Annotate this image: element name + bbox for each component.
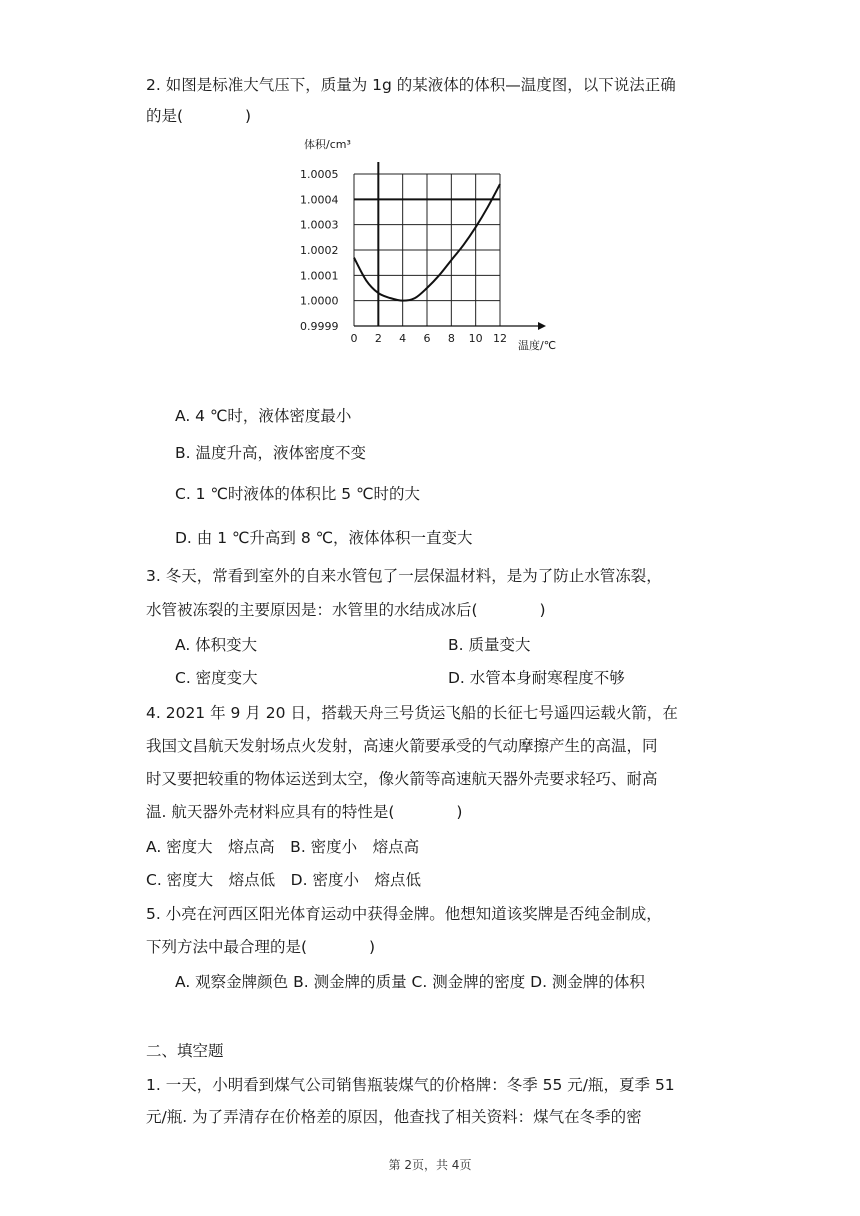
chart-y-tick-label: 1.0002 [300,244,339,257]
chart-x-axis-arrow-icon [538,322,546,330]
q3-stem-line1: 3. 冬天，常看到室外的自来水管包了一层保温材料，是为了防止水管冻裂， [146,567,662,585]
q4-options-row1: A. 密度大 熔点高 B. 密度小 熔点高 [146,838,420,856]
q4-stem-line4: 温. 航天器外壳材料应具有的特性是( ) [146,803,463,821]
q2-option-c: C. 1 ℃时液体的体积比 5 ℃时的大 [175,485,420,503]
q4-stem-line1: 4. 2021 年 9 月 20 日，搭载天舟三号货运飞船的长征七号遥四运载火箭，在 [146,704,678,722]
q3-option-d: D. 水管本身耐寒程度不够 [448,669,625,687]
chart-y-tick-label: 0.9999 [300,320,339,333]
q4-stem-line2: 我国文昌航天发射场点火发射，高速火箭要承受的气动摩擦产生的高温，同 [146,737,658,755]
chart-x-tick-label: 4 [399,332,407,345]
page-footer: 第 2页，共 4页 [388,1158,472,1172]
chart-x-tick-label: 12 [493,332,507,345]
chart-x-tick-labels [351,332,508,345]
chart-x-tick-label: 0 [350,332,358,345]
s2-q1-line2: 元/瓶. 为了弄清存在价格差的原因，他查找了相关资料：煤气在冬季的密 [146,1108,642,1126]
q5-stem-line1: 5. 小亮在河西区阳光体育运动中获得金牌。他想知道该奖牌是否纯金制成， [146,905,662,923]
chart-y-tick-label: 1.0003 [300,218,339,232]
q2-option-a: A. 4 ℃时，液体密度最小 [175,407,352,425]
chart-y-tick-label: 1.0000 [300,294,339,308]
s2-q1-line1: 1. 一天，小明看到煤气公司销售瓶装煤气的价格牌：冬季 55 元/瓶，夏季 51 [146,1076,675,1094]
chart-y-axis-label: 体积/cm³ [304,138,351,151]
chart-x-tick-label: 6 [423,332,431,345]
q2-stem-line2: 的是( ) [146,107,252,125]
chart-x-axis-label: 温度/℃ [518,339,557,352]
q5-options-row: A. 观察金牌颜色 B. 测金牌的质量 C. 测金牌的密度 D. 测金牌的体积 [175,973,645,991]
q2-option-d: D. 由 1 ℃升高到 8 ℃，液体体积一直变大 [175,529,473,547]
chart-y-tick-label: 1.0005 [300,168,339,181]
q3-option-a: A. 体积变大 [175,636,258,654]
chart-y-tick-label: 1.0001 [300,269,339,283]
chart-x-tick-label: 10 [468,332,483,345]
section-title-fill-in: 二、填空题 [146,1042,224,1060]
q3-stem-line2: 水管被冻裂的主要原因是：水管里的水结成冰后( ) [146,601,546,619]
volume-temperature-chart [296,134,576,359]
q3-option-b: B. 质量变大 [448,636,531,654]
chart-x-tick-label: 2 [374,332,382,345]
chart-grid [354,174,500,326]
q5-stem-line2: 下列方法中最合理的是( ) [146,938,376,956]
chart-x-tick-label: 8 [447,332,455,345]
chart-y-tick-label: 1.0004 [300,193,339,207]
q2-stem-line1: 2. 如图是标准大气压下，质量为 1g 的某液体的体积—温度图，以下说法正确 [146,76,676,94]
chart-y-tick-labels [300,168,339,333]
q3-option-c: C. 密度变大 [175,669,258,687]
q4-stem-line3: 时又要把较重的物体运送到太空，像火箭等高速航天器外壳要求轻巧、耐高 [146,770,658,788]
q4-options-row2: C. 密度大 熔点低 D. 密度小 熔点低 [146,871,421,889]
q2-option-b: B. 温度升高，液体密度不变 [175,444,366,462]
